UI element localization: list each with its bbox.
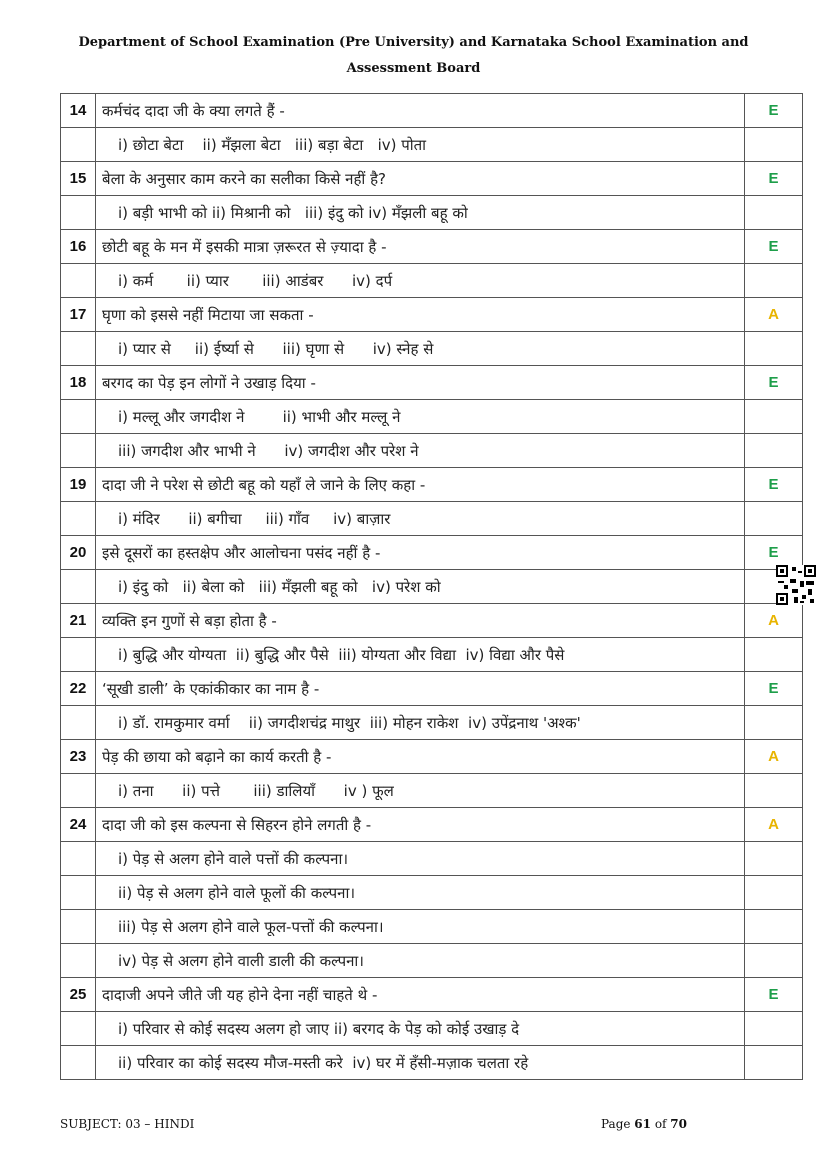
empty-cell: [61, 876, 96, 910]
answer-options: i) मंदिर ii) बगीचा iii) गाँव iv) बाज़ार: [96, 502, 745, 536]
question-number: 22: [61, 672, 96, 706]
answer-options: i) प्यार से ii) ईर्ष्या से iii) घृणा से iv) स्नेह से: [96, 332, 745, 366]
question-row: [61, 298, 803, 332]
difficulty-level: E: [745, 366, 803, 400]
difficulty-level: E: [745, 94, 803, 128]
question-number: 16: [61, 230, 96, 264]
empty-cell: [61, 570, 96, 604]
difficulty-level: A: [745, 298, 803, 332]
empty-cell: [61, 1046, 96, 1080]
empty-cell: [745, 876, 803, 910]
options-row: [61, 1046, 803, 1080]
question-text: बेला के अनुसार काम करने का सलीका किसे नहीं है?: [96, 162, 745, 196]
question-row: [61, 808, 803, 842]
difficulty-level: E: [745, 162, 803, 196]
answer-options: i) इंदु को ii) बेला को iii) मँझली बहू को iv) परेश को: [96, 570, 745, 604]
question-number: 18: [61, 366, 96, 400]
question-text: दादा जी ने परेश से छोटी बहू को यहाँ ले जाने के लिए कहा -: [96, 468, 745, 502]
difficulty-level: A: [745, 604, 803, 638]
empty-cell: [61, 638, 96, 672]
empty-cell: [61, 910, 96, 944]
options-row: [61, 400, 803, 434]
empty-cell: [61, 128, 96, 162]
question-row: [61, 672, 803, 706]
empty-cell: [745, 638, 803, 672]
answer-options: i) पेड़ से अलग होने वाले पत्तों की कल्पना।: [96, 842, 745, 876]
answer-options: ii) पेड़ से अलग होने वाले फूलों की कल्पना।: [96, 876, 745, 910]
question-text: दादा जी को इस कल्पना से सिहरन होने लगती है -: [96, 808, 745, 842]
question-number: 24: [61, 808, 96, 842]
empty-cell: [61, 196, 96, 230]
page-prefix: Page: [601, 1117, 635, 1131]
answer-options: i) कर्म ii) प्यार iii) आडंबर iv) दर्प: [96, 264, 745, 298]
empty-cell: [61, 842, 96, 876]
question-number: 20: [61, 536, 96, 570]
options-row: [61, 944, 803, 978]
answer-options: ii) परिवार का कोई सदस्य मौज-मस्ती करे iv) घर में हँसी-मज़ाक चलता रहे: [96, 1046, 745, 1080]
answer-options: i) बुद्धि और योग्यता ii) बुद्धि और पैसे iii) योग्यता और विद्या iv) विद्या और पैसे: [96, 638, 745, 672]
answer-options: iii) जगदीश और भाभी ने iv) जगदीश और परेश ने: [96, 434, 745, 468]
question-text: इसे दूसरों का हस्तक्षेप और आलोचना पसंद नहीं है -: [96, 536, 745, 570]
answer-options: i) बड़ी भाभी को ii) मिश्रानी को iii) इंदु को iv) मँझली बहू को: [96, 196, 745, 230]
answer-options: iii) पेड़ से अलग होने वाले फूल-पत्तों की कल्पना।: [96, 910, 745, 944]
question-text: दादाजी अपने जीते जी यह होने देना नहीं चाहते थे -: [96, 978, 745, 1012]
question-row: [61, 162, 803, 196]
options-row: [61, 332, 803, 366]
difficulty-level: E: [745, 468, 803, 502]
page-current: 61: [634, 1117, 651, 1131]
empty-cell: [61, 944, 96, 978]
question-number: 15: [61, 162, 96, 196]
question-number: 23: [61, 740, 96, 774]
question-row: [61, 604, 803, 638]
empty-cell: [745, 434, 803, 468]
question-row: [61, 366, 803, 400]
options-row: [61, 128, 803, 162]
difficulty-level: A: [745, 740, 803, 774]
page-of: of: [651, 1117, 671, 1131]
document-header: [0, 30, 827, 82]
answer-options: i) छोटा बेटा ii) मँझला बेटा iii) बड़ा बेटा iv) पोता: [96, 128, 745, 162]
question-text: पेड़ की छाया को बढ़ाने का कार्य करती है -: [96, 740, 745, 774]
options-row: [61, 502, 803, 536]
question-text: छोटी बहू के मन में इसकी मात्रा ज़रूरत से ज़्यादा है -: [96, 230, 745, 264]
empty-cell: [61, 774, 96, 808]
empty-cell: [745, 910, 803, 944]
difficulty-level: A: [745, 808, 803, 842]
empty-cell: [745, 332, 803, 366]
question-row: [61, 536, 803, 570]
question-number: 19: [61, 468, 96, 502]
question-number: 25: [61, 978, 96, 1012]
difficulty-level: E: [745, 536, 803, 570]
question-row: [61, 468, 803, 502]
header-line-2: Assessment Board: [346, 61, 481, 76]
question-number: 14: [61, 94, 96, 128]
empty-cell: [745, 1012, 803, 1046]
answer-options: i) परिवार से कोई सदस्य अलग हो जाए ii) बरगद के पेड़ को कोई उखाड़ दे: [96, 1012, 745, 1046]
empty-cell: [745, 944, 803, 978]
empty-cell: [745, 128, 803, 162]
empty-cell: [745, 400, 803, 434]
options-row: [61, 876, 803, 910]
empty-cell: [61, 434, 96, 468]
empty-cell: [745, 264, 803, 298]
page-total: 70: [670, 1117, 687, 1131]
questions-table: [60, 93, 803, 1080]
difficulty-level: E: [745, 230, 803, 264]
options-row: [61, 196, 803, 230]
question-row: [61, 740, 803, 774]
options-row: [61, 842, 803, 876]
qr-code-icon: [776, 565, 816, 605]
empty-cell: [61, 400, 96, 434]
question-text: कर्मचंद दादा जी के क्या लगते हैं -: [96, 94, 745, 128]
options-row: [61, 434, 803, 468]
options-row: [61, 570, 803, 604]
options-row: [61, 910, 803, 944]
question-text: ‘सूखी डाली’ के एकांकीकार का नाम है -: [96, 672, 745, 706]
question-row: [61, 978, 803, 1012]
difficulty-level: E: [745, 672, 803, 706]
empty-cell: [745, 706, 803, 740]
options-row: [61, 774, 803, 808]
answer-options: iv) पेड़ से अलग होने वाली डाली की कल्पना।: [96, 944, 745, 978]
question-row: [61, 230, 803, 264]
answer-options: i) तना ii) पत्ते iii) डालियाँ iv ) फूल: [96, 774, 745, 808]
empty-cell: [745, 502, 803, 536]
question-text: घृणा को इससे नहीं मिटाया जा सकता -: [96, 298, 745, 332]
question-number: 17: [61, 298, 96, 332]
options-row: [61, 638, 803, 672]
subject-label: SUBJECT: 03 – HINDI: [60, 1117, 195, 1131]
answer-options: i) मल्लू और जगदीश ने ii) भाभी और मल्लू ने: [96, 400, 745, 434]
question-text: बरगद का पेड़ इन लोगों ने उखाड़ दिया -: [96, 366, 745, 400]
question-number: 21: [61, 604, 96, 638]
empty-cell: [61, 332, 96, 366]
difficulty-level: E: [745, 978, 803, 1012]
empty-cell: [61, 264, 96, 298]
empty-cell: [61, 1012, 96, 1046]
empty-cell: [745, 842, 803, 876]
header-line-1: Department of School Examination (Pre University) and Karnataka School Examination and: [78, 35, 749, 50]
empty-cell: [745, 196, 803, 230]
options-row: [61, 1012, 803, 1046]
empty-cell: [745, 1046, 803, 1080]
options-row: [61, 706, 803, 740]
question-text: व्यक्ति इन गुणों से बड़ा होता है -: [96, 604, 745, 638]
empty-cell: [61, 502, 96, 536]
question-row: [61, 94, 803, 128]
page-indicator: [601, 1117, 687, 1131]
empty-cell: [745, 774, 803, 808]
empty-cell: [61, 706, 96, 740]
options-row: [61, 264, 803, 298]
answer-options: i) डॉ. रामकुमार वर्मा ii) जगदीशचंद्र माथुर iii) मोहन राकेश iv) उपेंद्रनाथ 'अश्क': [96, 706, 745, 740]
